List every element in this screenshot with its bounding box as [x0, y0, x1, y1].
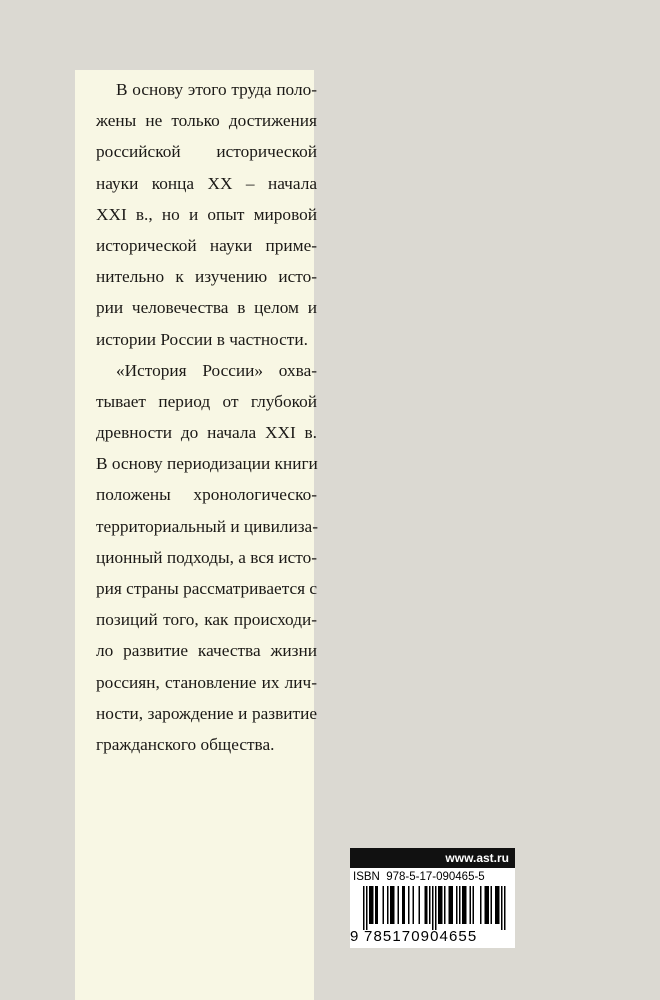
description-line: «История России» охва- [116, 360, 317, 380]
barcode-bar [369, 886, 371, 924]
isbn-line [350, 868, 515, 885]
barcode-bar [375, 886, 377, 924]
description-line: ционный подходы, а вся исто- [96, 547, 317, 567]
barcode-bar [441, 886, 443, 924]
barcode-bar [440, 886, 442, 924]
barcode-bar [371, 886, 373, 924]
description-line: исторической науки приме- [96, 235, 317, 255]
isbn-number: 978-5-17-090465-5 [386, 871, 485, 883]
barcode-bar [504, 886, 506, 930]
description-line: рия страны рассматривается с [96, 579, 318, 598]
barcode-bar [363, 886, 365, 930]
isbn-label: ISBN [353, 871, 380, 883]
description-line: территориальный и цивилиза- [96, 516, 318, 536]
barcode-bar [470, 886, 472, 924]
barcode-bar [408, 886, 410, 924]
barcode-bar [485, 886, 487, 924]
publisher-url: www.ast.ru [350, 848, 515, 868]
barcode-bar [444, 886, 446, 924]
barcode-bar [432, 886, 434, 930]
barcode-bar [425, 886, 427, 924]
barcode-bar [465, 886, 467, 924]
barcode-bar [473, 886, 475, 924]
barcode-bar [464, 886, 466, 924]
barcode-bar [491, 886, 493, 924]
description-line: рии человечества в целом и [96, 298, 317, 318]
barcode-bar [486, 886, 488, 924]
description-line: гражданского общества. [96, 734, 275, 754]
ean-digits-rest: 785170904655 [364, 928, 478, 945]
description-line: российской исторической [96, 142, 317, 162]
barcode-bar [429, 886, 431, 924]
barcode-bars [353, 886, 513, 930]
description-line: науки конца XX – начала [96, 173, 317, 193]
barcode-bar [462, 886, 464, 924]
description-line: истории России в частности. [96, 329, 308, 349]
barcode-bar [488, 886, 490, 924]
barcode-bar [498, 886, 500, 924]
barcode-bar [404, 886, 406, 924]
barcode-bar [495, 886, 497, 924]
barcode-bar [449, 886, 451, 924]
description-line: нительно к изучению исто- [96, 267, 317, 287]
barcode-bar [459, 886, 461, 924]
description-line: жены не только достижения [96, 111, 317, 131]
barcode-bar [390, 886, 392, 924]
barcode-bar [413, 886, 415, 924]
barcode-bar [402, 886, 404, 924]
description-line: ло развитие качества жизни [96, 641, 317, 661]
barcode-bar [393, 886, 395, 924]
barcode-block [350, 848, 515, 948]
description-line: положены хронологическо- [96, 485, 317, 505]
ean-first-digit: 9 [350, 928, 360, 945]
barcode-bar [426, 886, 428, 924]
description-line: ности, зарождение и развитие [96, 703, 317, 723]
barcode-bar [398, 886, 400, 924]
description-text [96, 74, 317, 760]
barcode-bar [452, 886, 454, 924]
barcode-bar [480, 886, 482, 924]
description-line: древности до начала XXI в. [96, 423, 317, 443]
barcode-bar [456, 886, 458, 924]
barcode-bar [438, 886, 440, 924]
description-line: россиян, становление их лич- [96, 672, 317, 692]
barcode-bar [450, 886, 452, 924]
description-line: В основу этого труда поло- [116, 80, 317, 99]
barcode-bar [366, 886, 368, 930]
barcode-bar [392, 886, 394, 924]
barcode-bar [383, 886, 385, 924]
description-line: XXI в., но и опыт мировой [96, 204, 317, 224]
barcode-bar [372, 886, 374, 924]
barcode-bar [387, 886, 389, 924]
barcode-bar [419, 886, 421, 924]
description-line: тывает период от глубокой [96, 391, 317, 411]
description-line: В основу периодизации книги [96, 454, 318, 474]
barcode-bar [377, 886, 379, 924]
barcode-bar [497, 886, 499, 924]
description-line: позиций того, как происходи- [96, 610, 317, 630]
barcode-bar [501, 886, 503, 930]
barcode-bar [435, 886, 437, 930]
